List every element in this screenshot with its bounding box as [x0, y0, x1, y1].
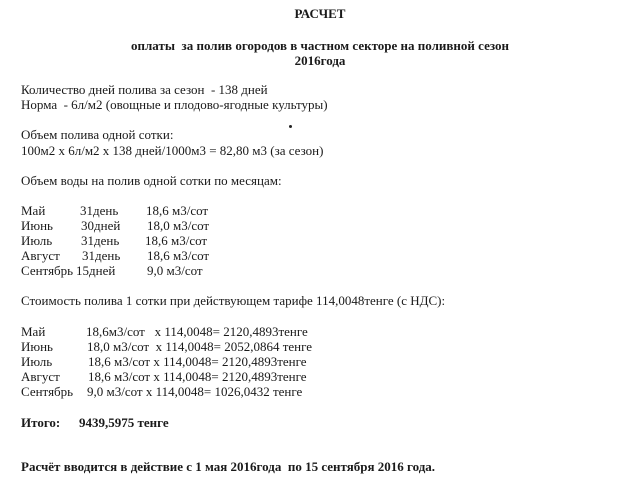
cost-month: Май — [21, 324, 46, 339]
monthly-volume: 18,6 м3/сот — [147, 248, 210, 263]
volume-formula: 100м2 х 6л/м2 х 138 дней/1000м3 = 82,80 м3 (за сезон) — [21, 143, 324, 158]
subtitle-line-2: 2016года — [294, 53, 346, 68]
monthly-days: 31день — [81, 233, 120, 248]
cost-calc: 9,0 м3/сот х 114,0048= 1026,0432 тенге — [87, 384, 303, 399]
validity-footer: Расчёт вводится в действие с 1 мая 2016года по 15 сентября 2016 года. — [21, 459, 436, 474]
subtitle-line-1: оплаты за полив огородов в частном секторе на поливной сезон — [131, 38, 509, 53]
cost-calc: 18,0 м3/сот х 114,0048= 2052,0864 тенге — [87, 339, 313, 354]
monthly-volume: 9,0 м3/сот — [147, 263, 203, 278]
cost-calc: 18,6 м3/сот х 114,0048= 2120,4893тенге — [88, 354, 307, 369]
volume-heading: Объем полива одной сотки: — [21, 127, 174, 142]
monthly-month: Сентябрь — [21, 263, 74, 278]
monthly-month: Июнь — [21, 218, 53, 233]
total-value: 9439,5975 тенге — [79, 415, 169, 430]
document-title: РАСЧЕТ — [294, 6, 346, 21]
monthly-volume: 18,6 м3/сот — [145, 233, 208, 248]
monthly-volume: 18,6 м3/сот — [146, 203, 209, 218]
monthly-month: Июль — [21, 233, 53, 248]
monthly-volume: 18,0 м3/сот — [147, 218, 210, 233]
monthly-days: 30дней — [81, 218, 121, 233]
monthly-month: Май — [21, 203, 46, 218]
cost-calc: 18,6 м3/сот х 114,0048= 2120,4893тенге — [88, 369, 307, 384]
cost-month: Сентябрь — [21, 384, 74, 399]
norm-line: Норма - 6л/м2 (овощные и плодово-ягодные культуры) — [21, 97, 328, 112]
monthly-days: 31день — [80, 203, 119, 218]
scan-speck — [289, 125, 292, 128]
monthly-days: 15дней — [76, 263, 116, 278]
cost-calc: 18,6м3/сот х 114,0048= 2120,4893тенге — [86, 324, 308, 339]
monthly-days: 31день — [82, 248, 121, 263]
cost-heading: Стоимость полива 1 сотки при действующем тарифе 114,0048тенге (с НДС): — [21, 293, 446, 308]
cost-month: Июль — [21, 354, 53, 369]
cost-month: Август — [21, 369, 60, 384]
total-label: Итого: — [21, 415, 61, 430]
monthly-month: Август — [21, 248, 60, 263]
cost-month: Июнь — [21, 339, 53, 354]
days-line: Количество дней полива за сезон - 138 дней — [21, 82, 268, 97]
monthly-heading: Объем воды на полив одной сотки по месяцам: — [21, 173, 282, 188]
